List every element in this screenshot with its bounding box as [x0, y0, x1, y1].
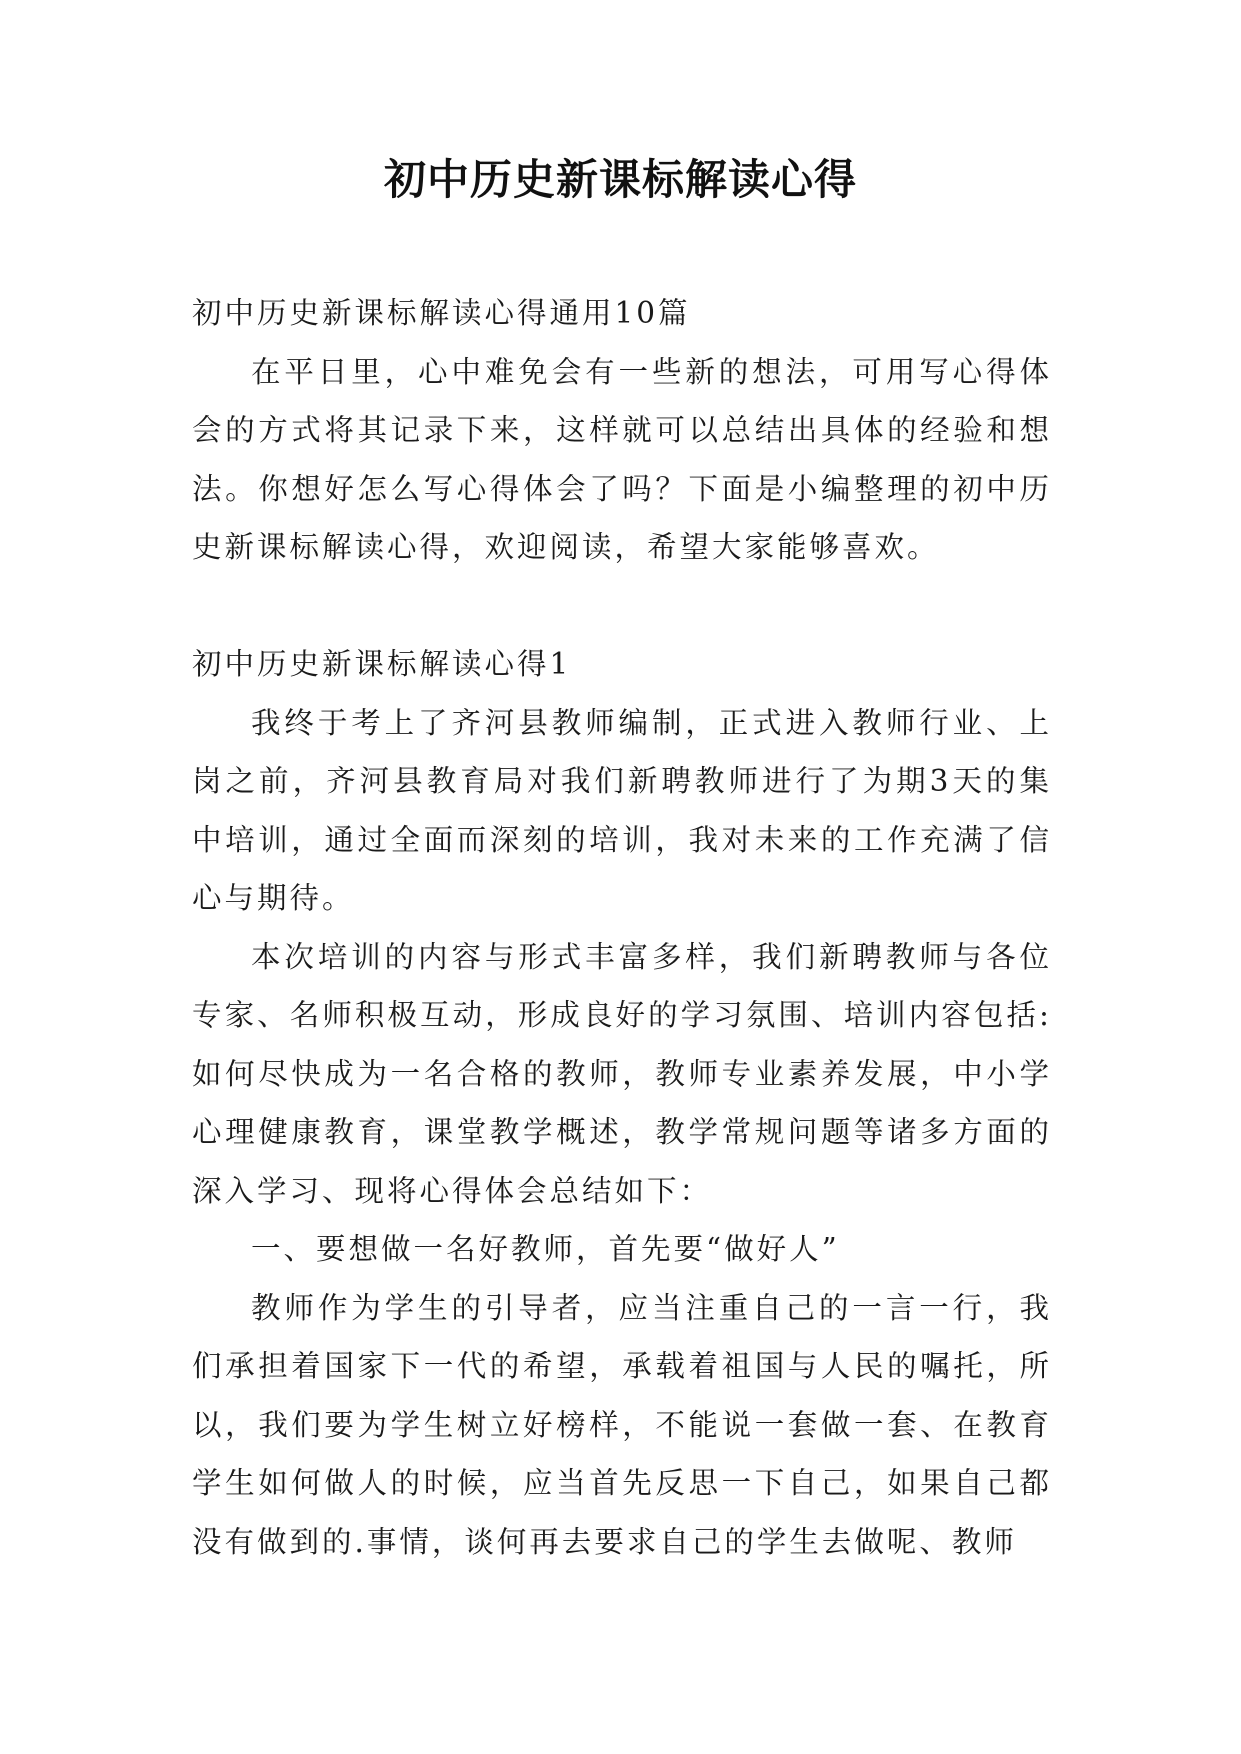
- section-heading: 初中历史新课标解读心得1: [192, 647, 572, 681]
- body-paragraph: 教师作为学生的引导者，应当注重自己的一言一行，我们承担着国家下一代的希望，承载着祖国与人民的嘱托，所以，我们要为学生树立好榜样，不能说一套做一套、在教育学生如何做人的时候，应当首先反思一下自己，如果自己都没有做到的.事情，谈何再去要求自己的学生去做呢、教师: [192, 1290, 1052, 1559]
- document-title: 初中历史新课标解读心得: [383, 155, 857, 204]
- document-body: [192, 284, 1052, 1571]
- sub-heading: 一、要想做一名好教师，首先要“做好人”: [251, 1232, 840, 1266]
- body-paragraph: 本次培训的内容与形式丰富多样，我们新聘教师与各位专家、名师积极互动，形成良好的学习氛围、培训内容包括:如何尽快成为一名合格的教师，教师专业素养发展，中小学心理健康教育，课堂教学概述，教学常规问题等诸多方面的深入学习、现将心得体会总结如下：: [192, 939, 1052, 1208]
- document-subtitle: 初中历史新课标解读心得通用10篇: [192, 296, 691, 330]
- body-paragraph: 我终于考上了齐河县教师编制，正式进入教师行业、上岗之前，齐河县教育局对我们新聘教师进行了为期3天的集中培训，通过全面而深刻的培训，我对未来的工作充满了信心与期待。: [192, 705, 1052, 915]
- paragraph-spacer: [192, 577, 1052, 636]
- intro-paragraph: 在平日里，心中难免会有一些新的想法，可用写心得体会的方式将其记录下来，这样就可以总结出具体的经验和想法。你想好怎么写心得体会了吗？下面是小编整理的初中历史新课标解读心得，欢迎阅读，希望大家能够喜欢。: [192, 354, 1052, 564]
